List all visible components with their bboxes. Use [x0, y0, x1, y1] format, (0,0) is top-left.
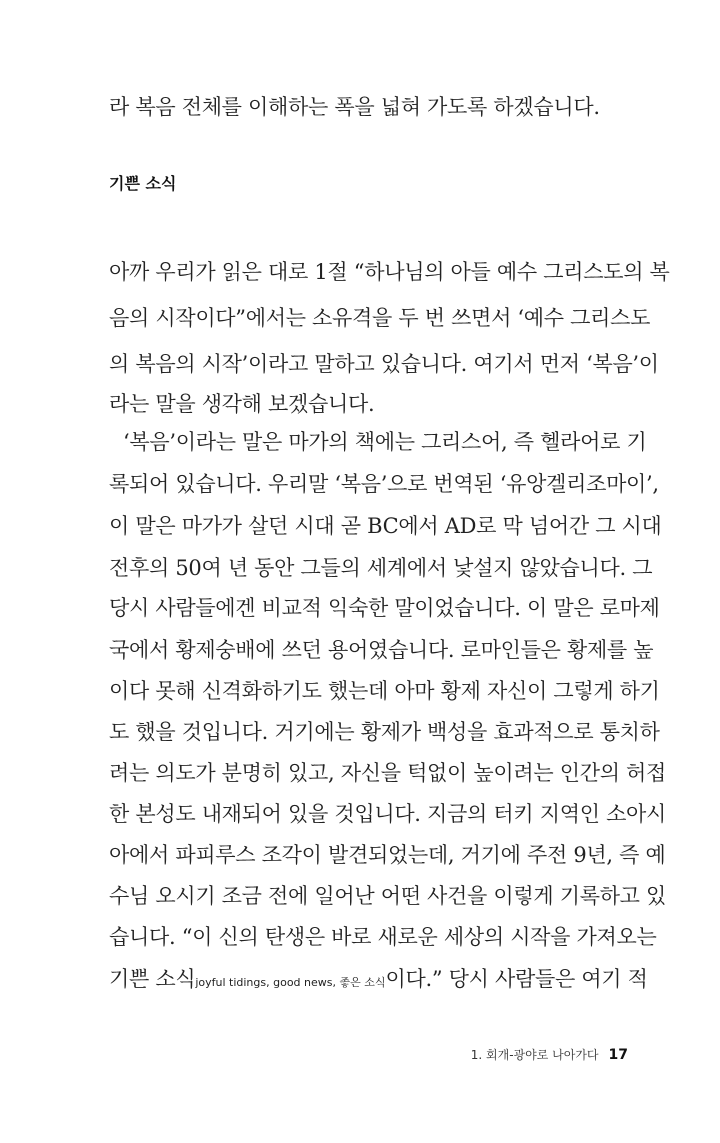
- text-line: 록되어 있습니다. 우리말 ‘복음’으로 번역된 ‘유앙겔리조마이’,: [109, 472, 659, 496]
- page-number: 17: [608, 1047, 628, 1063]
- text-line: 수님 오시기 조금 전에 일어난 어떤 사건을 이렇게 기록하고 있: [109, 884, 667, 908]
- text-line: 습니다. “이 신의 탄생은 바로 새로운 세상의 시작을 가져오는: [109, 925, 657, 949]
- text-line: 아에서 파피루스 조각이 발견되었는데, 거기에 주전 9년, 즉 예: [109, 843, 666, 867]
- text-line: 전후의 50여 년 동안 그들의 세계에서 낯설지 않았습니다. 그: [109, 556, 653, 580]
- text-line: 도 했을 것입니다. 거기에는 황제가 백성을 효과적으로 통치하: [109, 720, 660, 744]
- text-line: 의 복음의 시작’이라고 말하고 있습니다. 여기서 먼저 ‘복음’이: [109, 352, 659, 376]
- text-line: 려는 의도가 분명히 있고, 자신을 턱없이 높이려는 인간의 허접: [109, 761, 667, 785]
- text-line-with-gloss: [109, 965, 648, 997]
- running-title: 1. 회개-광야로 나아가다: [470, 1048, 599, 1062]
- text-line: 한 본성도 내재되어 있을 것입니다. 지금의 터키 지역인 소아시: [109, 802, 667, 826]
- text-line: 국에서 황제숭배에 쓰던 용어였습니다. 로마인들은 황제를 높: [109, 638, 654, 662]
- text-line: 당시 사람들에겐 비교적 익숙한 말이었습니다. 이 말은 로마제: [109, 596, 660, 620]
- text-line: 이다 못해 신격화하기도 했는데 아마 황제 자신이 그렇게 하기: [109, 679, 660, 703]
- text-line: 아까 우리가 읽은 대로 1절 “하나님의 아들 예수 그리스도의 복: [109, 260, 670, 284]
- text-fragment: 기쁜 소식: [109, 967, 196, 991]
- inline-gloss: joyful tidings, good news, 좋은 소식: [195, 976, 386, 989]
- section-heading: 기쁜 소식: [109, 174, 177, 193]
- text-line: 라는 말을 생각해 보겠습니다.: [109, 392, 375, 416]
- page-footer: [471, 1045, 628, 1065]
- text-line-indented: ‘복음’이라는 말은 마가의 책에는 그리스어, 즉 헬라어로 기: [123, 430, 647, 454]
- text-line: 음의 시작이다”에서는 소유격을 두 번 쓰면서 ‘예수 그리스도: [109, 306, 651, 330]
- text-line: 라 복음 전체를 이해하는 폭을 넓혀 가도록 하겠습니다.: [109, 95, 600, 119]
- text-line: 이 말은 마가가 살던 시대 곧 BC에서 AD로 막 넘어간 그 시대: [109, 514, 662, 538]
- text-fragment: 이다.” 당시 사람들은 여기 적: [385, 967, 648, 991]
